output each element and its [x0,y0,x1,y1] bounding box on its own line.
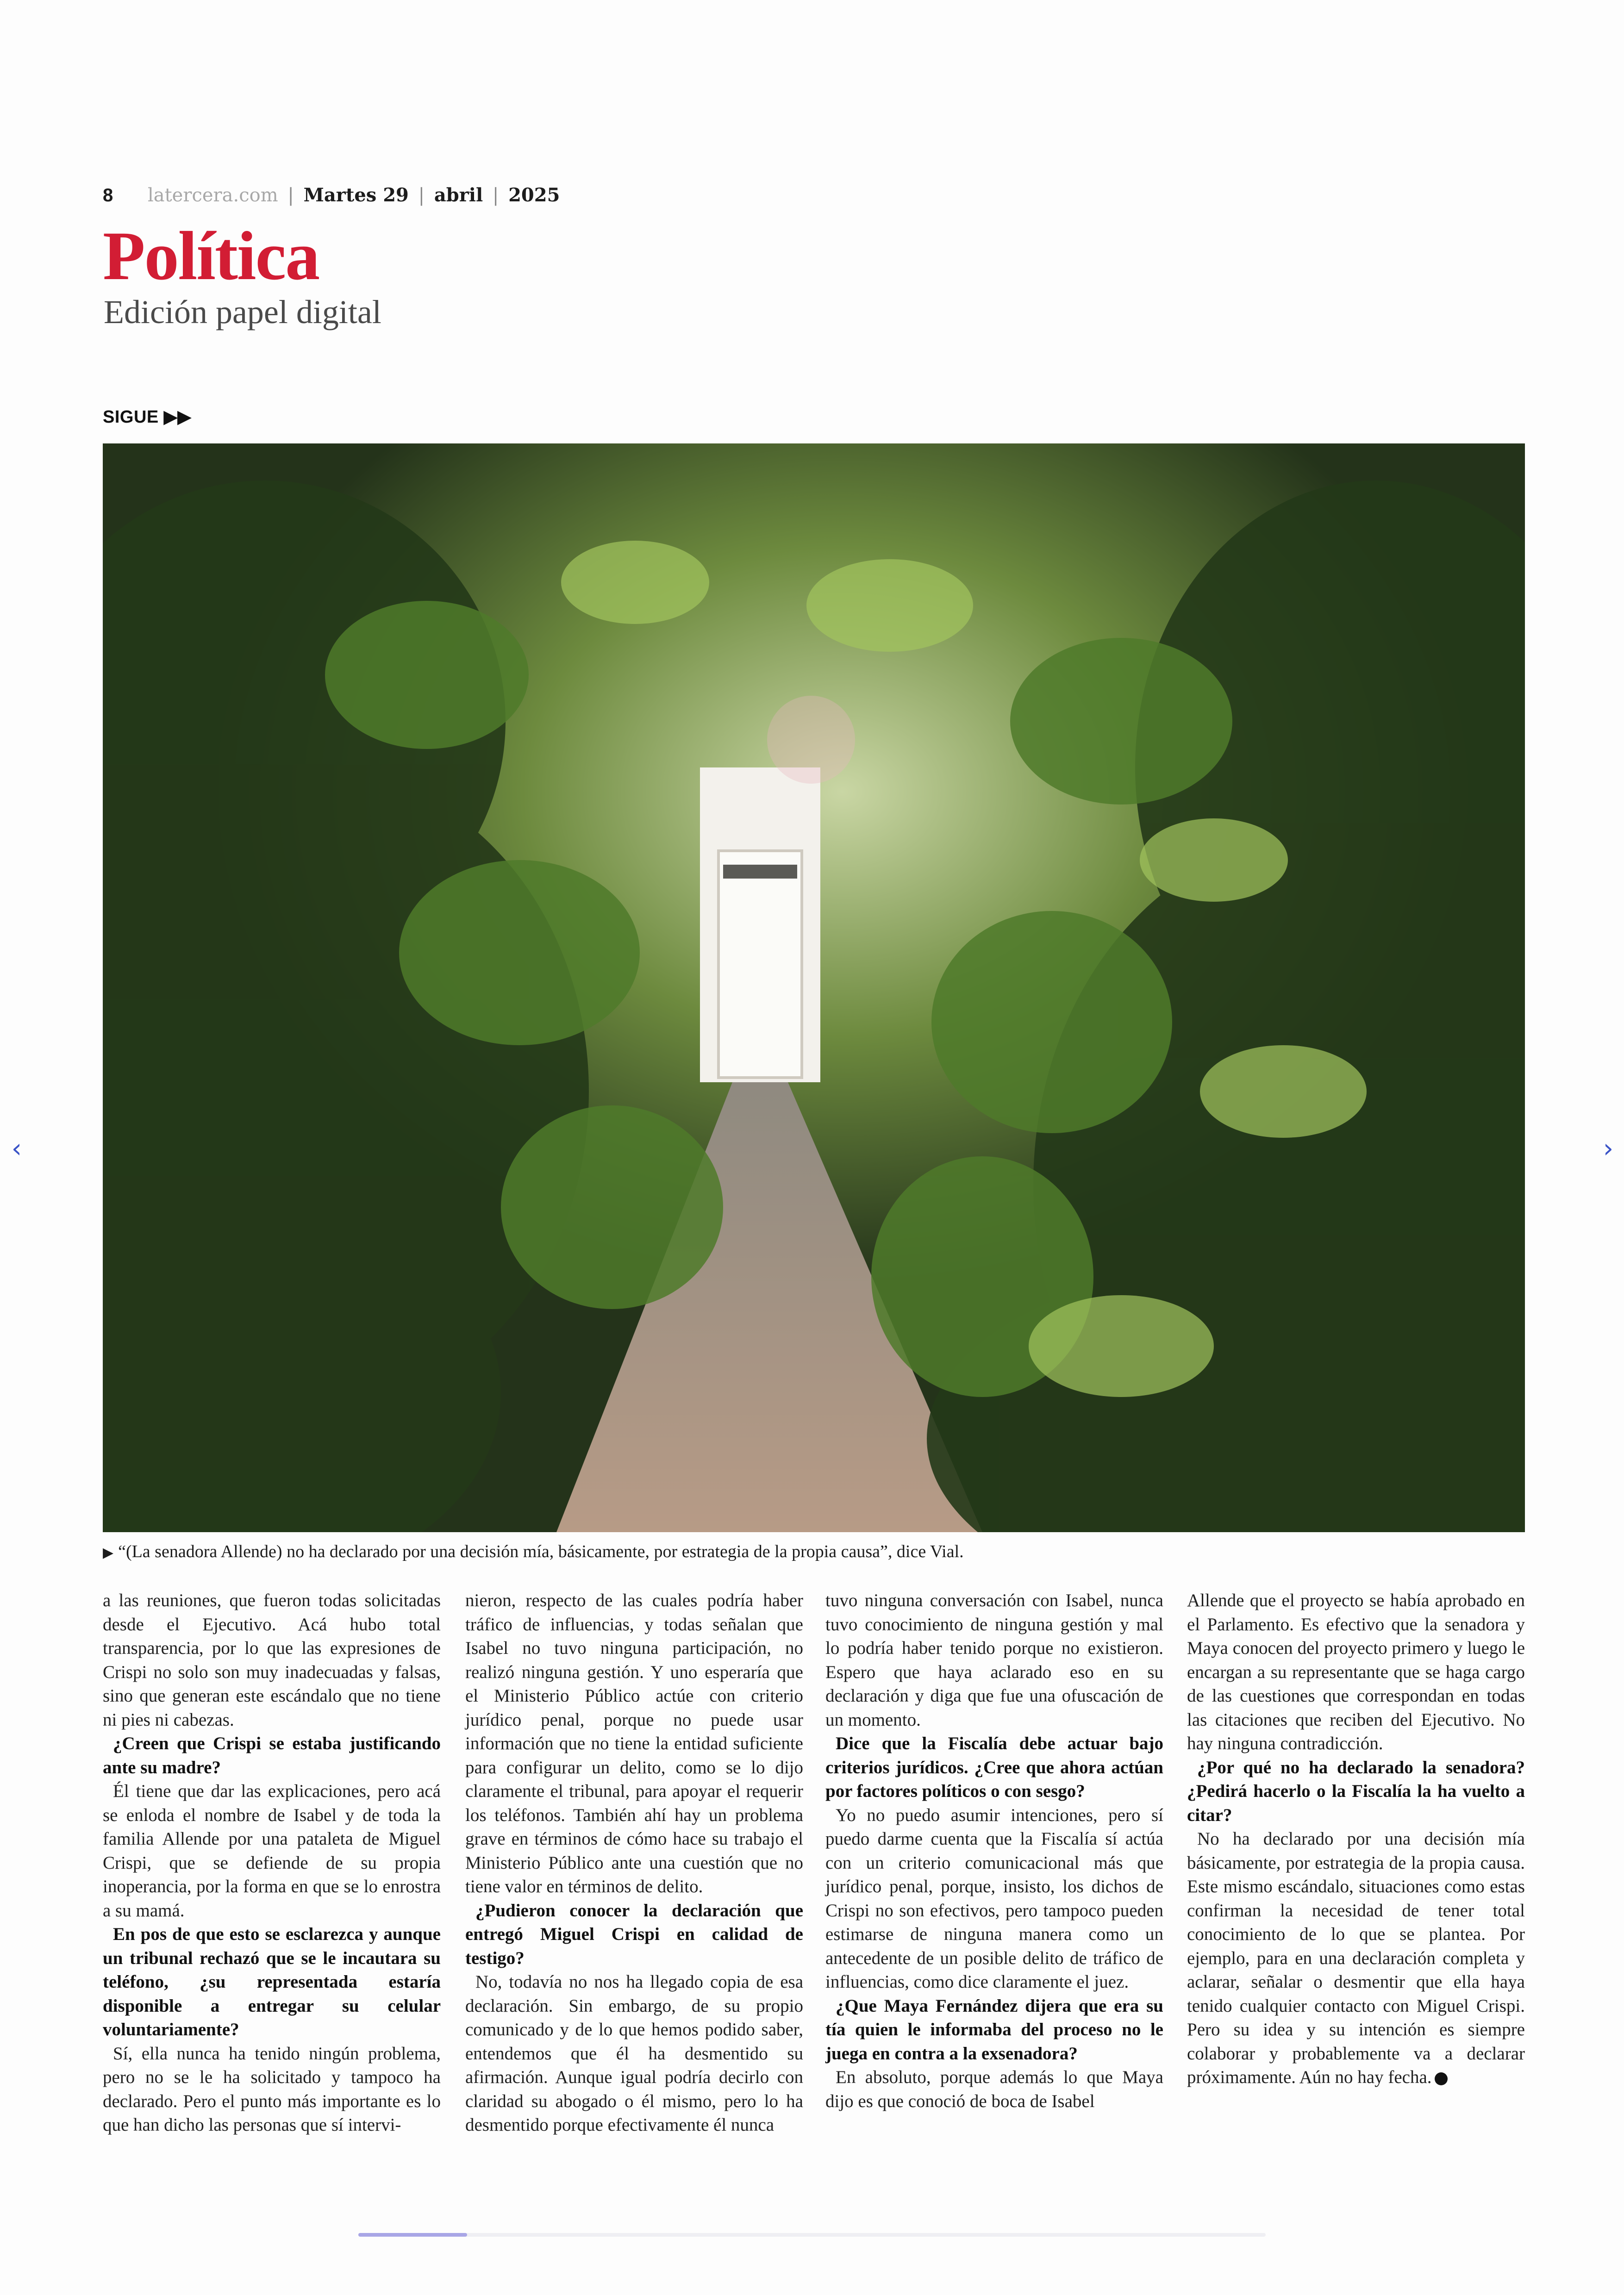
article-column-4 [1187,1589,1525,2089]
article-end-mark-icon [1435,2072,1448,2085]
previous-page-button[interactable]: ‹ [11,1134,22,1164]
interview-answer: tuvo ninguna conversación con Isabel, nunca tuvo conocimiento de ninguna gestión y mal lo podría haber tenido porque no existieron. Espero que haya aclarado eso en su declaración y diga que fue una ofuscación de un momento. [825,1590,1163,1730]
continue-label: SIGUE ▶▶ [103,407,192,427]
interview-answer: En absoluto, porque además lo que Maya dijo es que conoció de boca de Isabel [825,2067,1163,2111]
interview-answer: Yo no puedo asumir intenciones, pero sí puedo darme cuenta que la Fiscalía sí actúa con un criterio comunicacional más que jurídico penal, porque, insisto, los dichos de Crispi no son efectivos, pero tampoco pueden estimarse de ninguna manera como un antecedente de un posible delito de tráfico de influencias, como dice claramente el juez. [825,1805,1163,1992]
article-column-2 [465,1589,803,2137]
page-header: 8 latercera.com | Martes 29 | abril | 2025 [103,184,560,206]
garden-path-photo [103,443,1525,1532]
interview-answer: nieron, respecto de las cuales podría haber tráfico de influencias, y todas señalan que Isabel no tuvo ninguna participación, no realizó ninguna gestión. Y uno esperaría que el Ministerio Público actúe con criterio jurídico penal, porque no puede usar información que no tiene la entidad suficiente para configurar un delito, como se lo dijo claramente el tribunal, para apoyar el requerir los teléfonos. También ahí hay un problema grave en términos de cómo hace su trabajo el Ministerio Público ante una cuestión que no tiene valor en términos de delito. [465,1590,803,1896]
article-column-1 [103,1589,441,2137]
interview-question: ¿Creen que Crispi se estaba justificando ante su madre? [103,1734,441,1777]
interview-question: ¿Pudieron conocer la declaración que entregó Miguel Crispi en calidad de testigo? [465,1900,803,1968]
caption-text: “(La senadora Allende) no ha declarado por una decisión mía, básicamente, por estrategia de la propia causa”, dice Vial. [118,1542,964,1561]
page-progress-fill [358,2233,467,2237]
page-number: 8 [103,185,113,206]
interview-answer: Allende que el proyecto se había aprobado en el Parlamento. Es efectivo que la senadora y Maya conocen del proyecto primero y luego le encargan a su representante que se haga cargo de las cuestiones que correspondan en todas las citaciones que reciben del Ejecutivo. No hay ninguna contradicción. [1187,1590,1525,1753]
page-progress-bar[interactable] [358,2233,1266,2237]
caption-marker-icon: ▶ [103,1545,114,1561]
issue-day: Martes 29 [303,184,409,206]
section-subtitle: Edición papel digital [104,293,381,331]
issue-year: 2025 [508,184,560,206]
interview-answer: No, todavía no nos ha llegado copia de esa declaración. Sin embargo, de su propio comunicado y de lo que hemos podido saber, entendemos que él ha desmentido su afirmación. Aunque igual podría decirlo con claridad su abogado o él mismo, pero lo ha desmentido porque efectivamente él nunca [465,1972,803,2135]
next-page-button[interactable]: › [1603,1134,1614,1164]
section-title: Política [103,218,319,294]
interview-answer: Sí, ella nunca ha tenido ningún problema, pero no se le ha solicitado y tampoco ha declarado. Pero el punto más importante es lo que han dicho las personas que sí intervi- [103,2043,441,2135]
issue-month: abril [434,184,483,206]
interview-question: En pos de que esto se esclarezca y aunque un tribunal rechazó que se le incautara su teléfono, ¿su representada estaría disponible a entregar su celular voluntariamente? [103,1924,441,2039]
interview-question: ¿Que Maya Fernández dijera que era su tía quien le informaba del proceso no le juega en contra a la exsenadora? [825,1996,1163,2064]
interview-question: Dice que la Fiscalía debe actuar bajo criterios jurídicos. ¿Cree que ahora actúan por factores políticos o con sesgo? [825,1734,1163,1801]
interview-answer: a las reuniones, que fueron todas solicitadas desde el Ejecutivo. Acá hubo total transparencia, por lo que las expresiones de Crispi no solo son muy inadecuadas y falsas, sino que generan este escándalo que no tiene ni pies ni cabezas. [103,1590,441,1730]
interview-answer: No ha declarado por una decisión mía básicamente, por estrategia de la propia causa. Este mismo escándalo, situaciones como estas confirman la necesidad de tener total conocimiento de lo que se plantea. Por ejemplo, para en una declaración completa y aclarar, señalar o desmentir que ella haya tenido cualquier contacto con Miguel Crispi. Pero su idea y su intención es siempre colaborar y probablemente va a declarar próximamente. Aún no hay fecha. [1187,1829,1525,2087]
article-photo [103,443,1525,1532]
interview-question: ¿Por qué no ha declarado la senadora? ¿Pedirá hacerlo o la Fiscalía la ha vuelto a citar? [1187,1757,1525,1825]
site-name: latercera.com [147,185,278,206]
article-column-3 [825,1589,1163,2113]
interview-answer: Él tiene que dar las explicaciones, pero acá se enloda el nombre de Isabel y de toda la familia Allende por una pataleta de Miguel Crispi, que se defiende de su propia inoperancia, por la forma en que se lo enrostra a su mamá. [103,1781,441,1921]
photo-caption [103,1541,1525,1562]
